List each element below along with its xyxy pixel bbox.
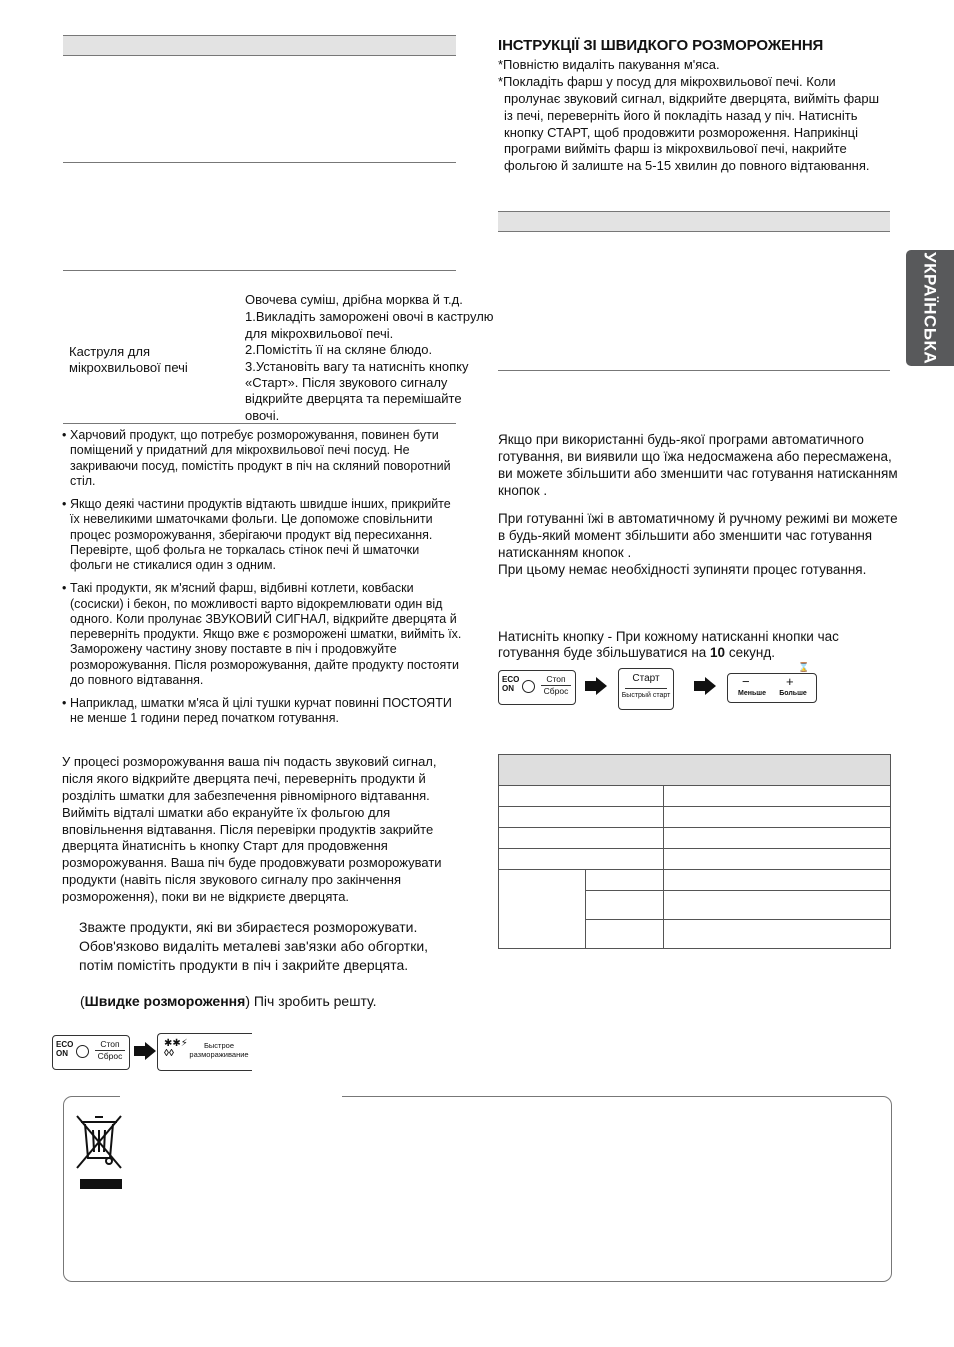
minus-plus-button[interactable] [727, 673, 817, 703]
right-divider-1 [498, 370, 890, 371]
adjust-paragraph: При цьому немає необхідності зупиняти процес готування. [498, 561, 867, 577]
vegetable-title: Овочева суміш, дрібна морква й т.д. [245, 292, 463, 307]
eco-label [56, 1041, 73, 1059]
table-cell [664, 870, 891, 891]
table-cell [586, 920, 664, 949]
table-row [499, 828, 891, 849]
container-label: Каструля для мікрохвильової печі [69, 344, 188, 376]
vegetable-instructions [245, 292, 495, 424]
table-row [499, 849, 891, 870]
minus-symbol: − [742, 674, 750, 689]
quick-defrost-label [188, 1041, 250, 1060]
table-cell [499, 849, 664, 870]
weigh-paragraph [79, 918, 479, 975]
arrow-right-icon [134, 1042, 156, 1060]
table-cell [586, 870, 664, 891]
cooking-table-grid [498, 754, 891, 949]
eco-stop-button[interactable] [498, 670, 576, 705]
reset-label: Сброс [543, 685, 569, 696]
start-divider [625, 688, 667, 689]
stop-label: Стоп [95, 1039, 125, 1051]
right-header-bar [498, 211, 890, 232]
start-button-paragraph [498, 629, 908, 661]
start-text-b: готування буде збільшуватися на [498, 645, 711, 661]
vegetable-step-1: 1.Викладіть заморожені овочі в каструлю для мікрохвильової печі. [245, 309, 494, 341]
table-cell [664, 807, 891, 828]
left-header-bar [63, 35, 456, 56]
eco-label-top: ECO [502, 675, 520, 684]
eco-label-bottom: ON [502, 683, 514, 693]
table-row [499, 786, 891, 807]
table-row [499, 870, 891, 891]
table-cell [664, 828, 891, 849]
cooking-table [498, 754, 891, 949]
table-row [499, 755, 891, 786]
weight-icon: ⌛ [798, 662, 810, 672]
table-cell [499, 786, 664, 807]
instruction-line: *Покладіть фарш у посуд для мікрохвильової печі. Коли пролунає звуковий сигнал, відкрийте дверцята, вийміть фарш із печі, переверніть його й покладіть назад у піч. Натисніть кнопку СТАРТ, щоб продовжити розмороження. Наприкінці програми вийміть фарш із мікрохвильової печі, накрийте фольгою й залиште на 5-15 хвилин до повного відтаювання. [498, 73, 880, 174]
arrow-right-icon [585, 677, 607, 695]
table-cell [664, 891, 891, 920]
disposal-box [63, 1096, 892, 1282]
table-row [499, 807, 891, 828]
eco-leaf-icon [76, 1045, 89, 1058]
table-cell [499, 870, 586, 949]
table-cell [664, 786, 891, 807]
eco-label-top: ECO [56, 1040, 74, 1049]
weigh-line: потім помістіть продукти в піч і закрийте дверцята. [79, 956, 409, 973]
eco-label [502, 676, 519, 694]
quick-defrost-button[interactable] [157, 1033, 252, 1071]
quick-start-label: Быстрый старт [621, 692, 671, 699]
plus-symbol: + [786, 674, 794, 689]
table-cell [664, 849, 891, 870]
vegetable-step-2: 2.Помістіть її на скляне блюдо. [245, 342, 433, 358]
weigh-line: Обов'язково видаліть металеві зав'язки або обгортки, [79, 937, 429, 954]
adjust-time-paragraphs [498, 431, 908, 578]
eco-label-bottom: ON [56, 1048, 68, 1058]
stop-label: Стоп [541, 674, 571, 686]
quick-defrost-label-2: размораживание [189, 1050, 249, 1060]
table-cell [499, 828, 664, 849]
defrost-tip: • Такі продукти, як м'ясний фарш, відбивні котлети, ковбаски (сосиски) і бекон, по можливості варто відокремлювати один від одного. Коли пролунає ЗВУКОВИЙ СИГНАЛ, відкрийте дверцята й переверніть продукти. Якщо вже є розморожені шматки, вийміть їх. Заморожену частину знову поставте в піч і продовжуйте розморожування. Після розморожування, дайте продукту постояти до повного відтавання. [62, 581, 462, 688]
adjust-paragraph: При готуванні їжі в автоматичному й ручному режимі ви можете в будь-який момент збільшити або зменшити час готування натисканням кнопок . [498, 510, 898, 560]
defrost-tip: • Якщо деякі частини продуктів відтають швидше інших, прикрийте їх невеликими шматочками фольги. Це допоможе сповільнити процес розморожування, зберігаючи продукт від пересихання. Перевірте, щоб фольга не торкалась стінок печі й шматочки фольги не стикалися один з одним. [62, 497, 462, 573]
crossed-bin-icon [73, 1112, 125, 1192]
disposal-box-title-gap [120, 1090, 342, 1102]
quick-defrost-line [80, 993, 377, 1011]
start-text-a: Натисніть кнопку - При кожному натисканні кнопки час [498, 629, 839, 644]
table-header-cell [499, 755, 891, 786]
table-cell [499, 807, 664, 828]
defrost-tip: • Харчовий продукт, що потребує розморожування, повинен бути поміщений у придатний для мікрохвильової печі посуд. Не закриваючи посуд, помістіть продукт в піч на скляний поворотний стіл. [62, 428, 462, 489]
arrow-right-icon [694, 677, 716, 695]
quick-defrost-title: ІНСТРУКЦІЇ ЗІ ШВИДКОГО РОЗМОРОЖЕННЯ [498, 37, 824, 54]
table-cell [664, 920, 891, 949]
minus-label: Меньше [738, 690, 766, 697]
eco-stop-button[interactable] [52, 1035, 130, 1070]
defrost-tip: • Наприклад, шматки м'яса й цілі тушки курчат повинні ПОСТОЯТИ не менше 1 години перед початком готування. [62, 696, 462, 727]
start-text-c: секунд. [725, 645, 775, 661]
adjust-paragraph: Якщо при використанні будь-якої програми автоматичного готування, ви виявили що їжа недосмажена або пересмажена, ви можете збільшити або зменшити час готування натисканням кнопок . [498, 432, 898, 499]
quick-defrost-open-paren: ( [80, 993, 85, 1009]
language-tab-label: УКРАЇНСЬКА [920, 251, 940, 365]
start-label: Старт [632, 673, 660, 684]
plus-label: Больше [779, 690, 807, 697]
vegetable-step-3: 3.Установіть вагу та натисніть кнопку «Старт». Після звукового сигналу відкрийте дверцята та перемішайте овочі. [245, 358, 469, 423]
start-text-seconds: 10 [710, 645, 726, 661]
quick-defrost-rest: ) Піч зробить решту. [245, 993, 377, 1009]
quick-defrost-label-1: Быстрое [203, 1041, 234, 1050]
reset-label: Сброс [97, 1050, 123, 1061]
language-tab [906, 250, 954, 366]
stop-reset-labels [95, 1039, 125, 1061]
left-divider-1 [63, 162, 456, 163]
snowflake-drop-icon: ✱✱⚡ ◊◊ [164, 1038, 188, 1059]
left-divider-3 [63, 423, 456, 424]
defrost-process-paragraph: У процесі розморожування ваша піч подасть звуковий сигнал, після якого відкрийте дверцята печі, переверніть продукти й розділіть шматки для забезпечення рівномірного відтавання. Вийміть відталі шматки або екрануйте їх фольгою для вповільнення відтавання. Після перевірки продуктів закрийте дверцята йнатисніть ь кнопку Старт для продовження розморожування. Ваша піч буде продовжувати розморожувати продукти (навіть після звукового сигналу про закінчення розмороження), поки ви не відкриєте дверцята. [62, 754, 442, 905]
instruction-line: *Повністю видаліть пакування м'яса. [498, 57, 720, 72]
left-divider-2 [63, 270, 456, 271]
start-button[interactable] [618, 668, 674, 710]
weigh-line: Зважте продукти, які ви збираєтеся розморожувати. [79, 919, 418, 935]
defrost-tips-list [62, 428, 462, 735]
stop-reset-labels [541, 674, 571, 696]
table-cell [586, 891, 664, 920]
eco-leaf-icon [522, 680, 535, 693]
quick-defrost-name: Швидке розмороження [84, 993, 246, 1009]
quick-defrost-instructions [498, 57, 883, 175]
